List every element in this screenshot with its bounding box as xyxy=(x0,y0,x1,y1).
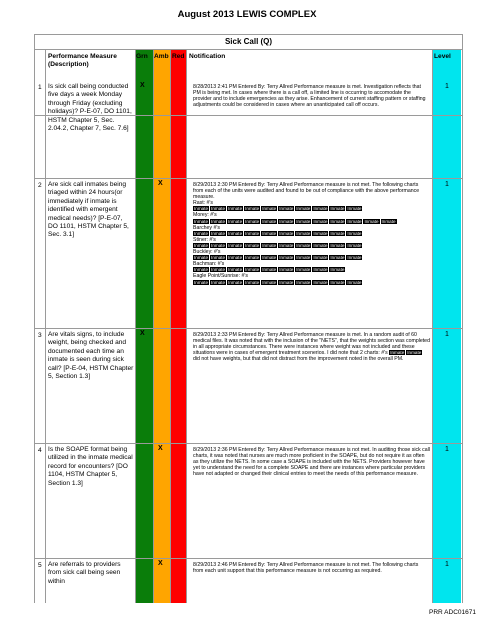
redacted-inmate-number: Inmate xyxy=(296,267,311,273)
measure-description: Are sick call inmates being triaged within 24 hours(or immediately if inmate is identified with emergent medical needs)? [P-E-07, DO 1101, HSTM Chapter 5, Sec. 3.1] xyxy=(48,181,129,239)
redacted-inmate-number: Inmate xyxy=(228,242,243,248)
notification-block xyxy=(193,332,430,362)
section-title: Sick Call (Q) xyxy=(35,35,462,50)
level-value: 1 xyxy=(445,331,449,338)
redacted-inmate-number: Inmate xyxy=(194,242,209,248)
redacted-inmate-number: Inmate xyxy=(296,255,311,261)
row-number: 4 xyxy=(38,447,42,454)
redacted-inmate-number: Inmate xyxy=(330,255,345,261)
redacted-inmate-number: Inmate xyxy=(330,218,345,224)
green-column xyxy=(135,50,153,603)
row-divider xyxy=(35,178,462,179)
redacted-inmate-number: Inmate xyxy=(279,267,294,273)
redacted-inmate-number: Inmate xyxy=(245,279,260,285)
redacted-inmate-number: Inmate xyxy=(347,279,362,285)
redacted-inmate-number: Inmate xyxy=(364,218,379,224)
unit-label: Morey: #'s xyxy=(193,212,217,219)
redacted-inmate-number: Inmate xyxy=(228,279,243,285)
redacted-inmate-number: Inmate xyxy=(262,267,277,273)
measure-description: Is the SOAPE format being utilized in the inmate medical record for encounters? [DO 1104, HSTM Chapter 5, Section 1.3] xyxy=(48,446,133,487)
redacted-inmate-number: Inmate xyxy=(262,230,277,236)
redacted-inmate-number: Inmate xyxy=(228,218,243,224)
notification-text: 8/29/2013 2:33 PM Entered By: Terry Allred Performance measure is met. In a random audit of 60 medical files. It was noted that with the inclusion of the "NETS", that the weights section was completed in all appropriate circumstances. There were instances where weight was not included and these situations were in cases of emergent treatment scenerios. I did note that 2 charts: #'s xyxy=(193,332,430,357)
redacted-inmate-number: Inmate xyxy=(194,206,209,212)
red-header: Red xyxy=(172,53,185,60)
redacted-inmate-number: Inmate xyxy=(347,230,362,236)
redacted-inmate-number: Inmate xyxy=(313,267,328,273)
level-value: 1 xyxy=(445,561,449,568)
redacted-inmate-number: Inmate xyxy=(279,279,294,285)
row-number: 2 xyxy=(38,182,42,189)
redacted-inmate-number: Inmate xyxy=(279,206,294,212)
redacted-inmate-number: Inmate xyxy=(407,350,422,356)
row-number: 1 xyxy=(38,84,42,91)
redacted-inmate-number: Inmate xyxy=(313,230,328,236)
redacted-inmate-number: Inmate xyxy=(296,279,311,285)
column-divider xyxy=(170,50,171,603)
document-title: August 2013 LEWIS COMPLEX xyxy=(177,9,317,20)
unit-label: Bachman: #'s xyxy=(193,261,225,268)
unit-line xyxy=(193,249,430,261)
redacted-inmate-number: Inmate xyxy=(228,230,243,236)
redacted-inmate-number: Inmate xyxy=(330,230,345,236)
redacted-inmate-number: Inmate xyxy=(245,230,260,236)
redacted-inmate-number: Inmate xyxy=(313,218,328,224)
redacted-inmate-number: Inmate xyxy=(211,267,226,273)
notification-text-continued: did not have weights, but that did not distract from the improvement noted in the overall PM. xyxy=(193,356,404,363)
level-value: 1 xyxy=(445,181,449,188)
redacted-inmate-number: Inmate xyxy=(211,230,226,236)
notification-text: 8/29/2013 2:46 PM Entered By: Terry Allred Performance measure is not met. The following charts from each unit support that this performance measure is not occurring as required. xyxy=(193,562,419,575)
measure-header: Performance Measure (Description) xyxy=(48,53,117,68)
redacted-inmate-number: Inmate xyxy=(390,350,405,356)
redacted-inmate-number: Inmate xyxy=(262,279,277,285)
redacted-inmate-number: Inmate xyxy=(313,279,328,285)
measure-description: Is sick call being conducted five days a week Monday through Friday (excluding holidays)? P-E-07, DO 1101, HSTM Chapter 5, Sec. 2.04.2, Chapter 7, Sec. 7.6] xyxy=(48,83,132,133)
redacted-inmate-number: Inmate xyxy=(211,206,226,212)
column-divider xyxy=(135,50,136,603)
redacted-inmate-number: Inmate xyxy=(228,267,243,273)
redacted-inmate-number: Inmate xyxy=(262,218,277,224)
sick-call-table xyxy=(34,34,463,603)
redacted-inmate-number: Inmate xyxy=(194,230,209,236)
column-divider xyxy=(45,50,46,603)
redacted-inmate-number: Inmate xyxy=(194,279,209,285)
unit-label: Barchey #'s xyxy=(193,224,220,231)
row-divider xyxy=(35,558,462,559)
redacted-inmate-number: Inmate xyxy=(211,242,226,248)
redacted-inmate-number: Inmate xyxy=(228,255,243,261)
redaction-row xyxy=(193,280,430,286)
redacted-inmate-number: Inmate xyxy=(296,242,311,248)
measure-description: Are vitals signs, to include weight, being checked and documented each time an inmate is seen during sick call? [P-E-04, HSTM Chapter 5, Section 1.3] xyxy=(48,331,134,381)
unit-line xyxy=(193,212,430,224)
redacted-inmate-number: Inmate xyxy=(347,206,362,212)
rating-mark: X xyxy=(158,180,163,187)
redacted-inmate-number: Inmate xyxy=(330,242,345,248)
row-number: 5 xyxy=(38,562,42,569)
redacted-inmate-number: Inmate xyxy=(245,206,260,212)
unit-line xyxy=(193,261,430,273)
redacted-inmate-number: Inmate xyxy=(296,230,311,236)
redacted-inmate-number: Inmate xyxy=(194,255,209,261)
redacted-inmate-number: Inmate xyxy=(262,206,277,212)
redacted-inmate-number: Inmate xyxy=(211,279,226,285)
level-value: 1 xyxy=(445,83,449,90)
redacted-inmate-number: Inmate xyxy=(279,218,294,224)
amber-column xyxy=(153,50,170,603)
redacted-inmate-number: Inmate xyxy=(279,255,294,261)
redacted-inmate-number: Inmate xyxy=(296,206,311,212)
redacted-inmate-number: Inmate xyxy=(313,242,328,248)
amb-header: Amb xyxy=(154,53,169,60)
red-column xyxy=(170,50,186,603)
redacted-inmate-number: Inmate xyxy=(211,218,226,224)
redacted-inmate-number: Inmate xyxy=(330,206,345,212)
rating-mark: X xyxy=(158,560,163,567)
rating-mark: X xyxy=(158,445,163,452)
row-divider xyxy=(35,443,462,444)
unit-label: Buckley: #'s xyxy=(193,249,221,256)
column-divider xyxy=(432,50,433,603)
redacted-inmate-number: Inmate xyxy=(347,242,362,248)
unit-label: Rast: #'s xyxy=(193,200,214,207)
redacted-inmate-number: Inmate xyxy=(313,255,328,261)
unit-label: Eagle Point/Sunrise: #'s xyxy=(193,273,248,280)
redacted-inmate-number: Inmate xyxy=(245,242,260,248)
unit-line xyxy=(193,225,430,237)
notification-text: 8/28/2013 2:41 PM Entered By: Terry Allred Performance measure is met. Investigation reflects that PM is being met. In cases where there is a call off, a limited line is occurring to accomodate the provider and to include emergencies as they arise. Enhancement of current staffing pattern or staffing adjustments could be considered in cases where an unanticipated call off occurs. xyxy=(193,84,426,109)
unit-line xyxy=(193,200,430,212)
redacted-inmate-number: Inmate xyxy=(194,218,209,224)
redacted-inmate-number: Inmate xyxy=(245,218,260,224)
redacted-inmate-number: Inmate xyxy=(228,206,243,212)
bates-number: PRR ADC01671 xyxy=(429,609,476,616)
level-header: Level xyxy=(434,53,451,60)
unit-label: Stiner: #'s xyxy=(193,236,216,243)
redacted-inmate-number: Inmate xyxy=(313,206,328,212)
column-divider xyxy=(153,50,154,603)
unit-line xyxy=(193,273,430,285)
redacted-inmate-number: Inmate xyxy=(347,255,362,261)
redacted-unit-list xyxy=(193,200,430,285)
grn-header: Grn xyxy=(136,53,148,60)
redaction-row xyxy=(193,219,430,225)
notification-text: 8/29/2013 2:36 PM Entered By: Terry Allred Performance measure is not met. In auditing those sick call charts, it was noted that nurses are much more proficient in the SOAPE, but do not require it as often as they utilize the NETS. In some case a SOAPE is included with the NETS. Providers however have yet to understand the need for a complete SOAPE and there are instances where particular providers have not adapted or changed their clinical entries to meet the needs of this performance measure. xyxy=(193,447,430,478)
redacted-inmate-number: Inmate xyxy=(211,255,226,261)
notification-header: Notification xyxy=(189,53,226,60)
column-divider xyxy=(186,50,187,603)
rating-mark: X xyxy=(140,82,145,89)
redacted-inmate-number: Inmate xyxy=(245,267,260,273)
notification-block xyxy=(193,182,430,286)
unit-line xyxy=(193,237,430,249)
redacted-inmate-number: Inmate xyxy=(279,230,294,236)
redacted-inmate-number: Inmate xyxy=(330,267,345,273)
row-divider xyxy=(35,328,462,329)
redacted-inmate-number: Inmate xyxy=(279,242,294,248)
notification-text: 8/29/2013 2:30 PM Entered By: Terry Allred Performance measure is not met. The following charts from each of the units were audited and found to be out of compliance with the above performance measure. xyxy=(193,182,420,201)
redacted-inmate-number: Inmate xyxy=(296,218,311,224)
redacted-inmate-number: Inmate xyxy=(262,255,277,261)
redacted-inmate-number: Inmate xyxy=(245,255,260,261)
redacted-inmate-number: Inmate xyxy=(381,218,396,224)
redacted-inmate-number: Inmate xyxy=(330,279,345,285)
level-value: 1 xyxy=(445,446,449,453)
measure-description: Are referrals to providers from sick call being seen within xyxy=(48,561,121,585)
level-column xyxy=(433,50,461,603)
redacted-inmate-number: Inmate xyxy=(194,267,209,273)
rating-mark: X xyxy=(140,330,145,337)
row-number: 3 xyxy=(38,332,42,339)
redacted-inmate-number: Inmate xyxy=(347,218,362,224)
redacted-inmate-number: Inmate xyxy=(262,242,277,248)
